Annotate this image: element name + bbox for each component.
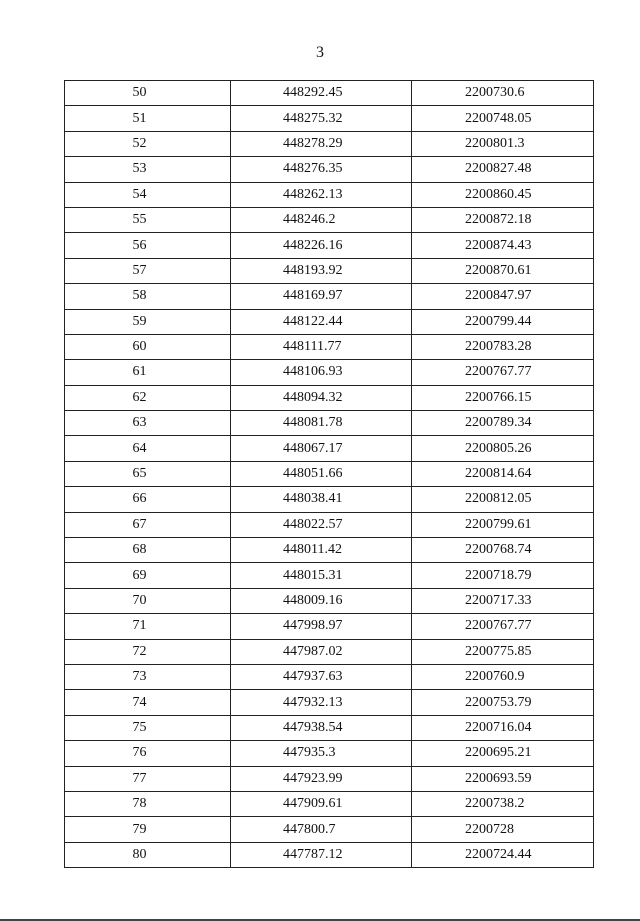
x-coordinate-cell: 447937.63 bbox=[231, 664, 412, 689]
table-row bbox=[65, 487, 594, 512]
point-number-cell: 75 bbox=[65, 715, 231, 740]
x-coordinate-cell: 448038.41 bbox=[231, 487, 412, 512]
x-coordinate-cell: 447909.61 bbox=[231, 791, 412, 816]
x-coordinate-cell: 448275.32 bbox=[231, 106, 412, 131]
table-row bbox=[65, 766, 594, 791]
x-coordinate-cell: 447987.02 bbox=[231, 639, 412, 664]
point-number-cell: 65 bbox=[65, 461, 231, 486]
y-coordinate-cell: 2200695.21 bbox=[412, 741, 594, 766]
point-number-cell: 74 bbox=[65, 690, 231, 715]
point-number-cell: 63 bbox=[65, 411, 231, 436]
table-row bbox=[65, 664, 594, 689]
table-row bbox=[65, 182, 594, 207]
y-coordinate-cell: 2200872.18 bbox=[412, 207, 594, 232]
x-coordinate-cell: 448262.13 bbox=[231, 182, 412, 207]
y-coordinate-cell: 2200768.74 bbox=[412, 538, 594, 563]
table-row bbox=[65, 461, 594, 486]
y-coordinate-cell: 2200718.79 bbox=[412, 563, 594, 588]
table-row bbox=[65, 741, 594, 766]
table-row bbox=[65, 588, 594, 613]
point-number-cell: 51 bbox=[65, 106, 231, 131]
x-coordinate-cell: 447787.12 bbox=[231, 842, 412, 867]
table-row bbox=[65, 258, 594, 283]
y-coordinate-cell: 2200874.43 bbox=[412, 233, 594, 258]
table-row bbox=[65, 842, 594, 867]
x-coordinate-cell: 448122.44 bbox=[231, 309, 412, 334]
x-coordinate-cell: 447932.13 bbox=[231, 690, 412, 715]
y-coordinate-cell: 2200738.2 bbox=[412, 791, 594, 816]
point-number-cell: 52 bbox=[65, 131, 231, 156]
table-row bbox=[65, 512, 594, 537]
y-coordinate-cell: 2200812.05 bbox=[412, 487, 594, 512]
y-coordinate-cell: 2200753.79 bbox=[412, 690, 594, 715]
y-coordinate-cell: 2200827.48 bbox=[412, 157, 594, 182]
y-coordinate-cell: 2200766.15 bbox=[412, 385, 594, 410]
x-coordinate-cell: 447938.54 bbox=[231, 715, 412, 740]
x-coordinate-cell: 447800.7 bbox=[231, 817, 412, 842]
coordinate-table bbox=[64, 80, 594, 868]
y-coordinate-cell: 2200760.9 bbox=[412, 664, 594, 689]
y-coordinate-cell: 2200724.44 bbox=[412, 842, 594, 867]
point-number-cell: 61 bbox=[65, 360, 231, 385]
point-number-cell: 67 bbox=[65, 512, 231, 537]
y-coordinate-cell: 2200775.85 bbox=[412, 639, 594, 664]
x-coordinate-cell: 448169.97 bbox=[231, 284, 412, 309]
point-number-cell: 57 bbox=[65, 258, 231, 283]
point-number-cell: 73 bbox=[65, 664, 231, 689]
y-coordinate-cell: 2200783.28 bbox=[412, 334, 594, 359]
x-coordinate-cell: 447935.3 bbox=[231, 741, 412, 766]
table-row bbox=[65, 791, 594, 816]
point-number-cell: 78 bbox=[65, 791, 231, 816]
x-coordinate-cell: 448022.57 bbox=[231, 512, 412, 537]
point-number-cell: 64 bbox=[65, 436, 231, 461]
table-row bbox=[65, 131, 594, 156]
y-coordinate-cell: 2200789.34 bbox=[412, 411, 594, 436]
table-row bbox=[65, 334, 594, 359]
table-row bbox=[65, 385, 594, 410]
y-coordinate-cell: 2200847.97 bbox=[412, 284, 594, 309]
x-coordinate-cell: 448278.29 bbox=[231, 131, 412, 156]
table-row bbox=[65, 411, 594, 436]
table-row bbox=[65, 157, 594, 182]
x-coordinate-cell: 448111.77 bbox=[231, 334, 412, 359]
table-row bbox=[65, 81, 594, 106]
y-coordinate-cell: 2200748.05 bbox=[412, 106, 594, 131]
x-coordinate-cell: 448051.66 bbox=[231, 461, 412, 486]
point-number-cell: 68 bbox=[65, 538, 231, 563]
table-row bbox=[65, 309, 594, 334]
table-row bbox=[65, 106, 594, 131]
page-number: 3 bbox=[316, 44, 324, 61]
table-row bbox=[65, 563, 594, 588]
coordinate-table-body bbox=[65, 81, 594, 868]
x-coordinate-cell: 448106.93 bbox=[231, 360, 412, 385]
y-coordinate-cell: 2200870.61 bbox=[412, 258, 594, 283]
y-coordinate-cell: 2200860.45 bbox=[412, 182, 594, 207]
table-row bbox=[65, 715, 594, 740]
x-coordinate-cell: 448226.16 bbox=[231, 233, 412, 258]
x-coordinate-cell: 448011.42 bbox=[231, 538, 412, 563]
y-coordinate-cell: 2200799.44 bbox=[412, 309, 594, 334]
table-row bbox=[65, 436, 594, 461]
y-coordinate-cell: 2200693.59 bbox=[412, 766, 594, 791]
x-coordinate-cell: 448015.31 bbox=[231, 563, 412, 588]
point-number-cell: 50 bbox=[65, 81, 231, 106]
table-row bbox=[65, 690, 594, 715]
x-coordinate-cell: 448292.45 bbox=[231, 81, 412, 106]
y-coordinate-cell: 2200801.3 bbox=[412, 131, 594, 156]
point-number-cell: 66 bbox=[65, 487, 231, 512]
point-number-cell: 77 bbox=[65, 766, 231, 791]
table-row bbox=[65, 207, 594, 232]
table-row bbox=[65, 284, 594, 309]
point-number-cell: 72 bbox=[65, 639, 231, 664]
x-coordinate-cell: 448094.32 bbox=[231, 385, 412, 410]
point-number-cell: 71 bbox=[65, 614, 231, 639]
x-coordinate-cell: 447923.99 bbox=[231, 766, 412, 791]
point-number-cell: 55 bbox=[65, 207, 231, 232]
point-number-cell: 70 bbox=[65, 588, 231, 613]
point-number-cell: 76 bbox=[65, 741, 231, 766]
y-coordinate-cell: 2200717.33 bbox=[412, 588, 594, 613]
x-coordinate-cell: 447998.97 bbox=[231, 614, 412, 639]
point-number-cell: 79 bbox=[65, 817, 231, 842]
y-coordinate-cell: 2200767.77 bbox=[412, 614, 594, 639]
point-number-cell: 59 bbox=[65, 309, 231, 334]
x-coordinate-cell: 448193.92 bbox=[231, 258, 412, 283]
x-coordinate-cell: 448276.35 bbox=[231, 157, 412, 182]
y-coordinate-cell: 2200730.6 bbox=[412, 81, 594, 106]
table-row bbox=[65, 360, 594, 385]
y-coordinate-cell: 2200767.77 bbox=[412, 360, 594, 385]
y-coordinate-cell: 2200799.61 bbox=[412, 512, 594, 537]
point-number-cell: 58 bbox=[65, 284, 231, 309]
table-row bbox=[65, 614, 594, 639]
y-coordinate-cell: 2200716.04 bbox=[412, 715, 594, 740]
y-coordinate-cell: 2200805.26 bbox=[412, 436, 594, 461]
table-row bbox=[65, 817, 594, 842]
x-coordinate-cell: 448067.17 bbox=[231, 436, 412, 461]
point-number-cell: 56 bbox=[65, 233, 231, 258]
point-number-cell: 53 bbox=[65, 157, 231, 182]
point-number-cell: 54 bbox=[65, 182, 231, 207]
table-row bbox=[65, 538, 594, 563]
point-number-cell: 60 bbox=[65, 334, 231, 359]
point-number-cell: 62 bbox=[65, 385, 231, 410]
y-coordinate-cell: 2200814.64 bbox=[412, 461, 594, 486]
point-number-cell: 69 bbox=[65, 563, 231, 588]
table-row bbox=[65, 639, 594, 664]
table-row bbox=[65, 233, 594, 258]
x-coordinate-cell: 448081.78 bbox=[231, 411, 412, 436]
y-coordinate-cell: 2200728 bbox=[412, 817, 594, 842]
point-number-cell: 80 bbox=[65, 842, 231, 867]
x-coordinate-cell: 448246.2 bbox=[231, 207, 412, 232]
x-coordinate-cell: 448009.16 bbox=[231, 588, 412, 613]
